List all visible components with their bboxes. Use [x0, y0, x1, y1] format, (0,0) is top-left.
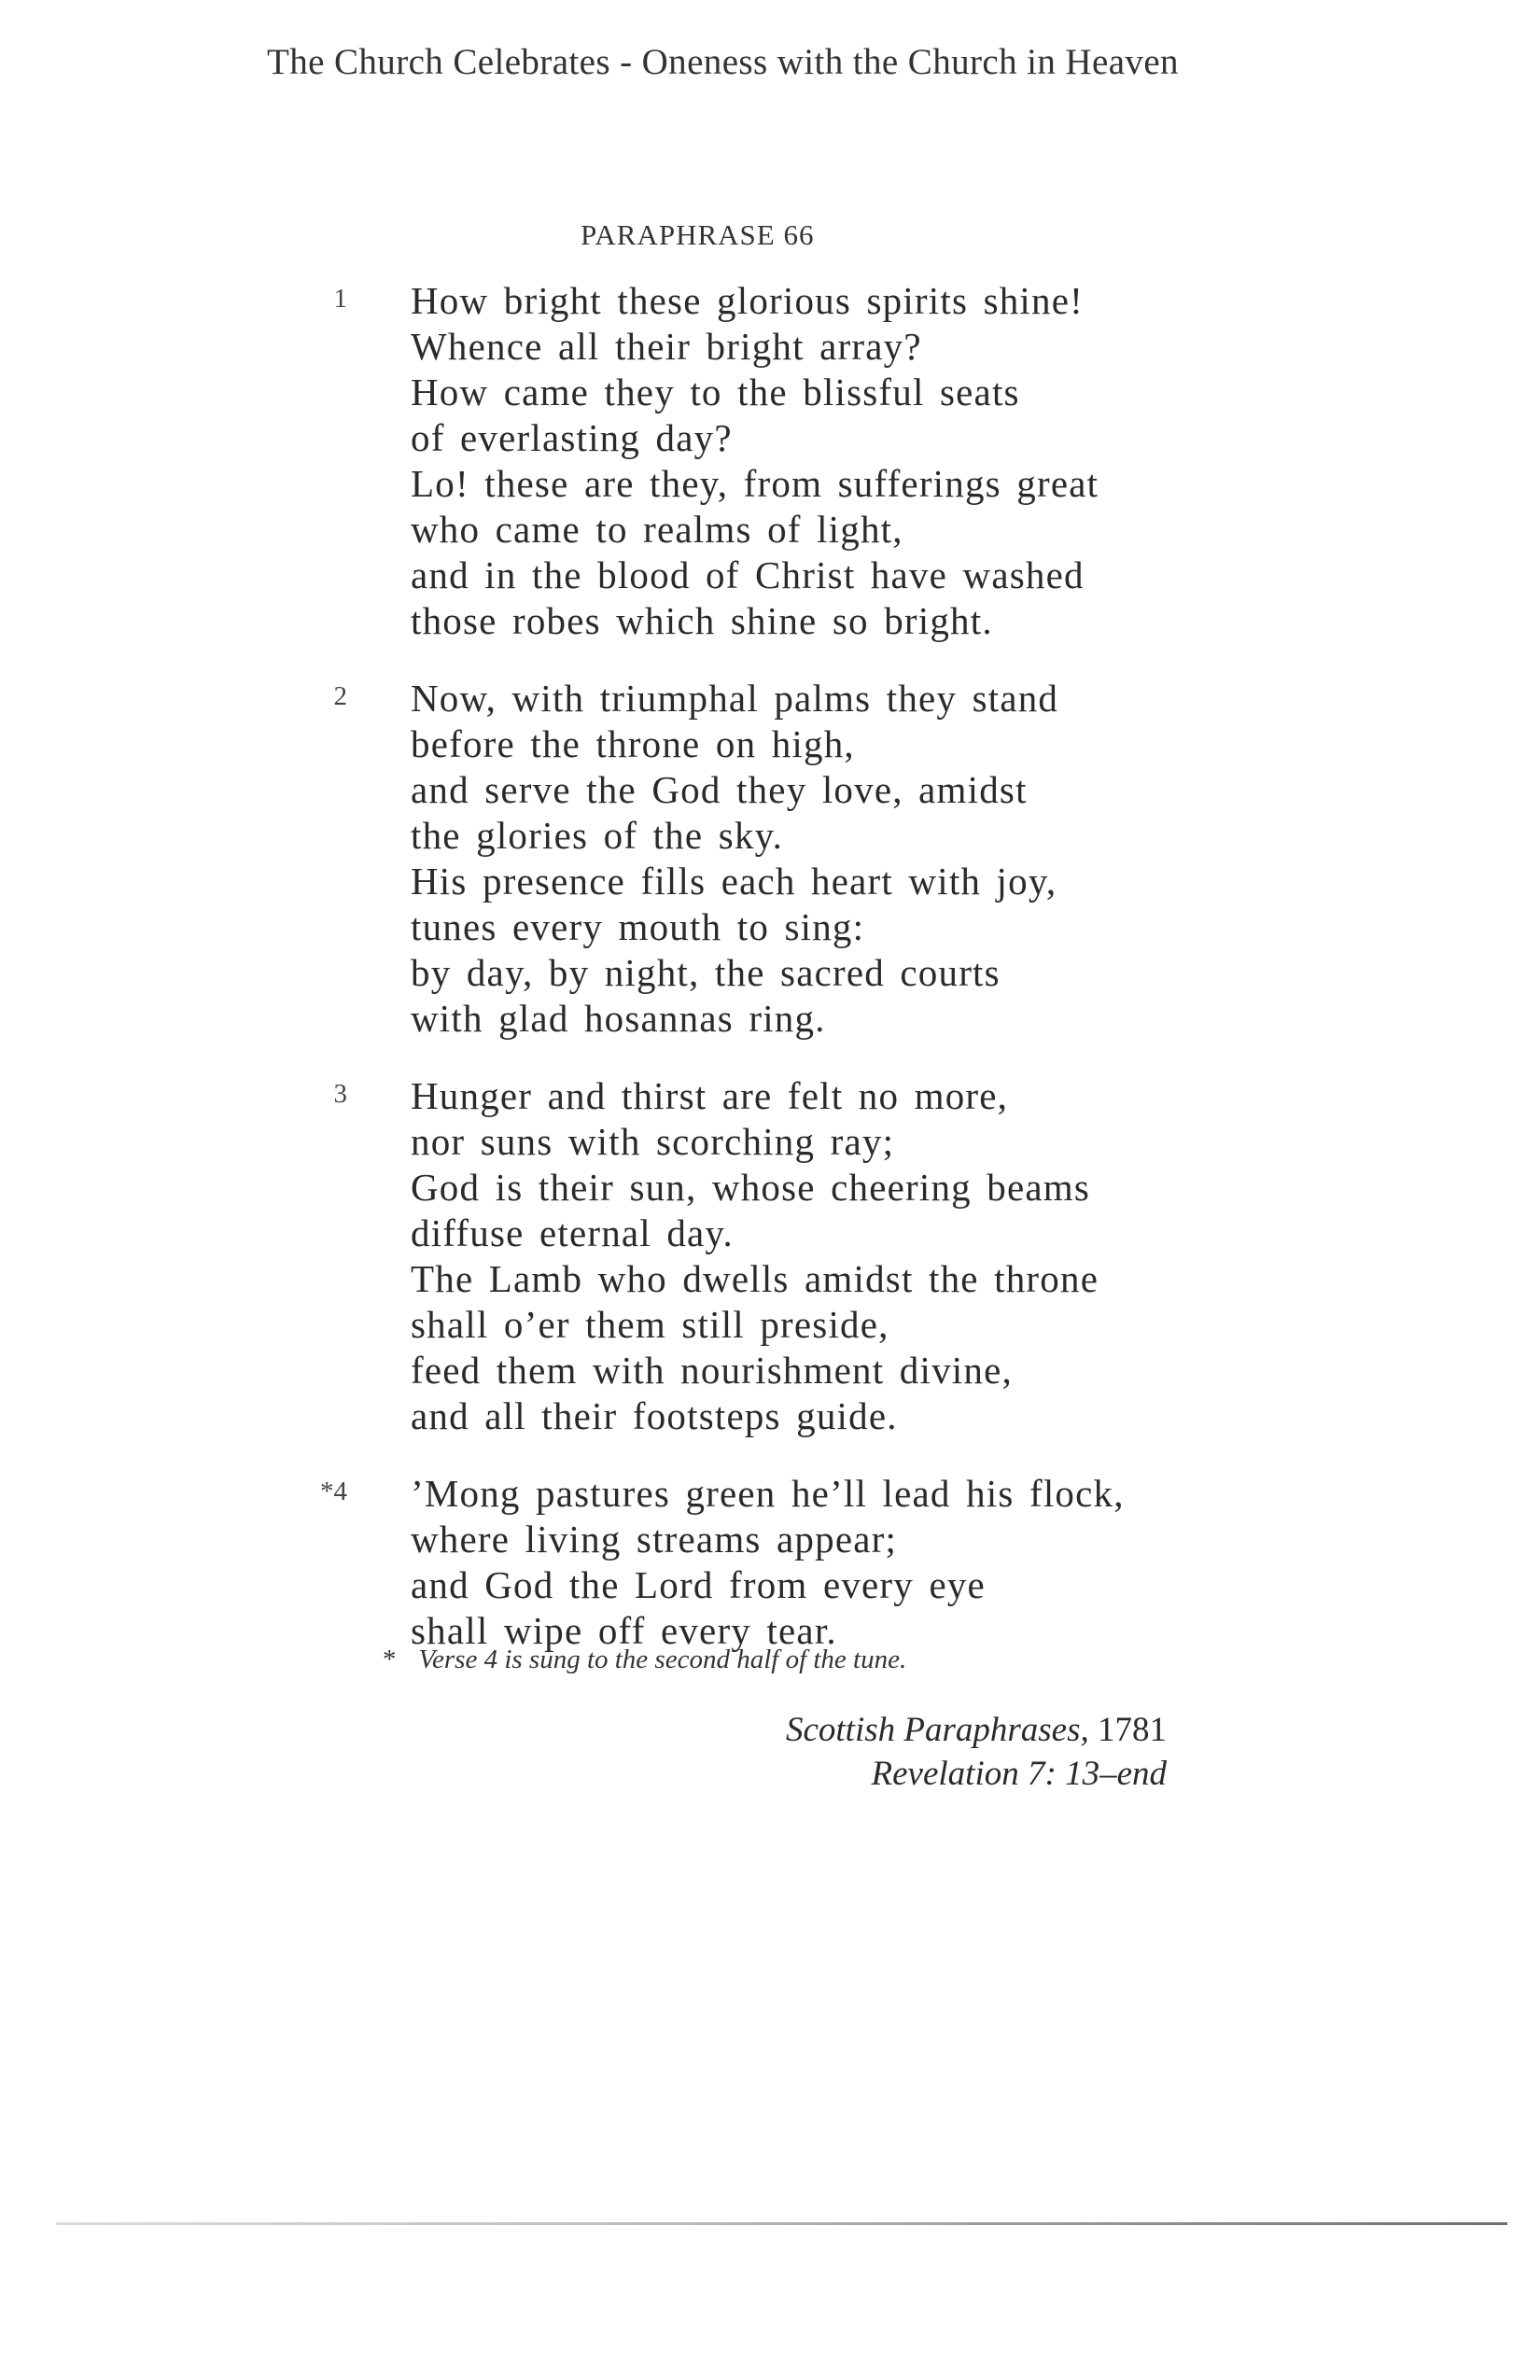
verse-line: with glad hosannas ring. — [411, 997, 826, 1040]
verse-number: *4 — [320, 1477, 347, 1506]
verse-3 — [0, 1073, 1540, 1439]
verse-line: and all their footsteps guide. — [411, 1394, 898, 1437]
verse-line: tunes every mouth to sing: — [411, 905, 865, 948]
verse-lines — [411, 1471, 1540, 1654]
verse-lines — [411, 1073, 1540, 1439]
verse-line: Now, with triumphal palms they stand — [411, 677, 1059, 720]
verse-line: the glories of the sky. — [411, 814, 784, 857]
verse-4 — [0, 1471, 1540, 1654]
verse-line: by day, by night, the sacred courts — [411, 951, 1001, 994]
verse-line: nor suns with scorching ray; — [411, 1120, 895, 1163]
verse-number: 1 — [333, 284, 347, 314]
verse-line: The Lamb who dwells amidst the throne — [411, 1257, 1099, 1300]
verse-lines — [411, 676, 1540, 1042]
verse-line: of everlasting day? — [411, 416, 733, 459]
attribution — [786, 1708, 1167, 1796]
verse-line: How bright these glorious spirits shine! — [411, 279, 1084, 322]
verse-line: feed them with nourishment divine, — [411, 1349, 1013, 1392]
source-year: 1781 — [1098, 1711, 1167, 1749]
verse-line: How came they to the blissful seats — [411, 371, 1020, 413]
verse-line: diffuse eternal day. — [411, 1211, 734, 1254]
verse-line: before the throne on high, — [411, 722, 855, 765]
running-head: The Church Celebrates - Oneness with the Church in Heaven — [267, 42, 1179, 82]
bottom-rule-divider — [56, 2222, 1507, 2225]
verse-line: and God the Lord from every eye — [411, 1563, 986, 1606]
verse-line: and in the blood of Christ have washed — [411, 553, 1085, 596]
source-line — [786, 1708, 1167, 1752]
footnote-mark: * — [383, 1645, 397, 1674]
verse-lines — [411, 278, 1540, 644]
verse-line: His presence fills each heart with joy, — [411, 860, 1057, 903]
verse-line: where living streams appear; — [411, 1518, 898, 1561]
footnote — [383, 1645, 906, 1675]
verse-line: shall o’er them still preside, — [411, 1303, 889, 1346]
verse-number: 3 — [333, 1079, 347, 1109]
scripture-line — [786, 1752, 1167, 1796]
footnote-text: Verse 4 is sung to the second half of the tune. — [418, 1645, 907, 1674]
verses — [0, 278, 1540, 1686]
verse-line: shall wipe off every tear. — [411, 1609, 837, 1652]
verse-line: Hunger and thirst are felt no more, — [411, 1074, 1009, 1117]
verse-line: and serve the God they love, amidst — [411, 768, 1028, 811]
verse-line: those robes which shine so bright. — [411, 599, 993, 642]
verse-line: Whence all their bright array? — [411, 325, 922, 368]
verse-line: God is their sun, whose cheering beams — [411, 1166, 1091, 1209]
verse-number: 2 — [333, 681, 347, 711]
verse-line: ’Mong pastures green he’ll lead his flock, — [411, 1472, 1125, 1515]
scripture-range: 13–end — [1065, 1755, 1167, 1793]
verse-line: Lo! these are they, from sufferings great — [411, 462, 1099, 505]
verse-1 — [0, 278, 1540, 644]
verse-2 — [0, 676, 1540, 1042]
source-title: Scottish Paraphrases, — [785, 1711, 1089, 1749]
verse-line: who came to realms of light, — [411, 508, 903, 551]
paraphrase-title: PARAPHRASE 66 — [581, 218, 815, 251]
scripture-book: Revelation 7: — [871, 1755, 1057, 1793]
